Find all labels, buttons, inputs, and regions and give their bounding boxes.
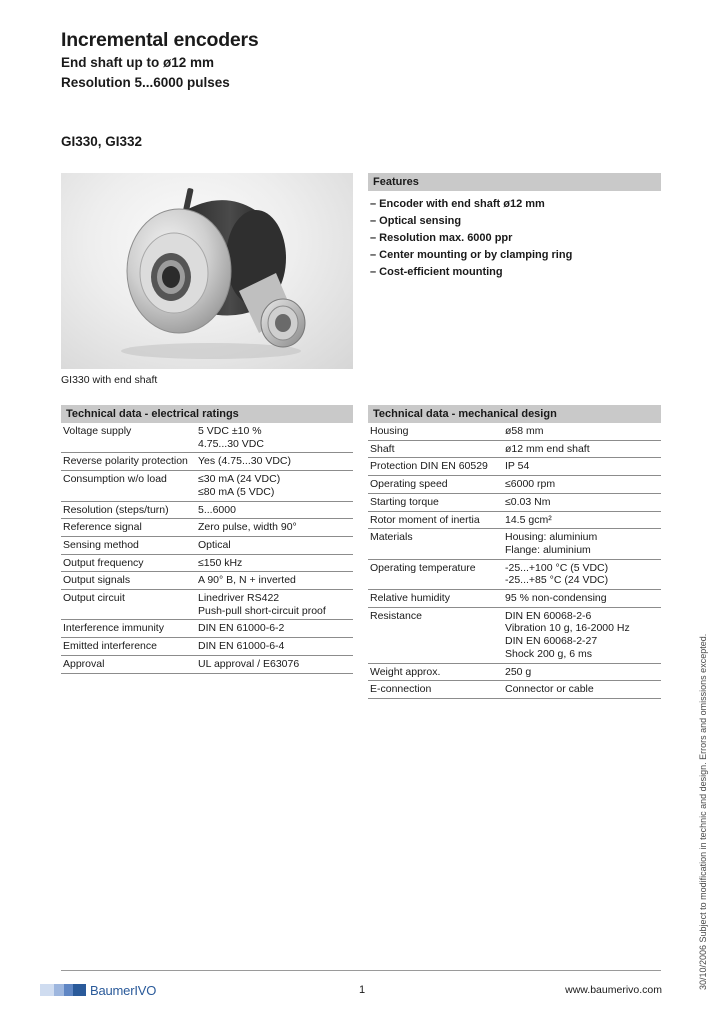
website-link[interactable]: www.baumerivo.com — [565, 984, 662, 996]
spec-value — [503, 529, 661, 559]
spec-value-line: ø12 mm end shaft — [505, 442, 590, 455]
spec-row — [61, 655, 353, 673]
spec-value — [503, 681, 661, 699]
electrical-ratings-section — [61, 405, 353, 674]
spec-value — [503, 511, 661, 529]
spec-row — [61, 620, 353, 638]
spec-label: Output frequency — [61, 554, 196, 572]
feature-item: – Encoder with end shaft ø12 mm — [370, 198, 545, 210]
features-section — [368, 173, 661, 281]
spec-value-line: IP 54 — [505, 460, 530, 473]
features-heading: Features — [368, 173, 661, 191]
spec-row — [368, 529, 661, 559]
spec-value-line: DIN EN 60068-2-27 — [505, 635, 598, 648]
spec-value — [196, 501, 353, 519]
spec-row — [61, 554, 353, 572]
spec-value-line: Push-pull short-circuit proof — [198, 604, 326, 617]
encoder-illustration — [61, 173, 353, 369]
spec-value — [196, 620, 353, 638]
spec-value — [196, 655, 353, 673]
spec-label: Output signals — [61, 572, 196, 590]
spec-value — [196, 554, 353, 572]
spec-row — [61, 572, 353, 590]
spec-value — [196, 519, 353, 537]
spec-value-line: ≤0.03 Nm — [505, 495, 551, 508]
spec-row — [368, 423, 661, 440]
spec-label: Housing — [368, 423, 503, 440]
spec-row — [368, 458, 661, 476]
brand-name: BaumerIVO — [90, 982, 157, 998]
model-numbers: GI330, GI332 — [61, 134, 143, 149]
spec-value-line: 5 VDC ±10 % — [198, 425, 262, 437]
spec-label: Emitted interference — [61, 638, 196, 656]
spec-row — [368, 590, 661, 608]
spec-value-line: Optical — [198, 538, 231, 551]
spec-row — [368, 559, 661, 589]
spec-row — [61, 471, 353, 501]
spec-value-line: ≤6000 rpm — [505, 478, 556, 491]
feature-item: – Optical sensing — [370, 215, 462, 227]
spec-row — [61, 501, 353, 519]
spec-label: E-connection — [368, 681, 503, 699]
brand-logo — [40, 983, 156, 997]
spec-value-line: DIN EN 60068-2-6 — [505, 609, 592, 622]
spec-value — [196, 471, 353, 501]
spec-value-line: -25...+100 °C (5 VDC) — [505, 561, 609, 574]
spec-value-line: -25...+85 °C (24 VDC) — [505, 574, 609, 587]
spec-value-line: Linedriver RS422 — [198, 592, 280, 605]
brand-gradient-bar — [40, 984, 86, 996]
spec-label: Sensing method — [61, 536, 196, 554]
spec-value — [503, 476, 661, 494]
spec-label: Operating speed — [368, 476, 503, 494]
spec-value-line: Yes (4.75...30 VDC) — [198, 455, 291, 468]
subtitle-shaft: End shaft up to ø12 mm — [61, 55, 215, 70]
spec-label: Relative humidity — [368, 590, 503, 608]
spec-label: Protection DIN EN 60529 — [368, 458, 503, 476]
mechanical-table — [368, 423, 661, 699]
spec-label: Operating temperature — [368, 559, 503, 589]
spec-label: Resistance — [368, 607, 503, 663]
spec-row — [368, 493, 661, 511]
feature-item: – Cost-efficient mounting — [370, 266, 503, 278]
spec-value-line: Vibration 10 g, 16-2000 Hz — [505, 622, 630, 635]
spec-label: Output circuit — [61, 590, 196, 620]
spec-value — [503, 440, 661, 458]
spec-value-line: 5...6000 — [198, 503, 236, 516]
spec-value — [503, 423, 661, 440]
spec-value-line: Flange: aluminium — [505, 543, 591, 556]
subtitle-resolution: Resolution 5...6000 pulses — [61, 75, 230, 90]
spec-value-line: ø58 mm — [505, 425, 544, 437]
spec-row — [61, 453, 353, 471]
spec-label: Voltage supply — [61, 423, 196, 453]
spec-value — [503, 590, 661, 608]
spec-value — [503, 607, 661, 663]
spec-value-line: UL approval / E63076 — [198, 657, 300, 670]
spec-value — [196, 638, 353, 656]
spec-row — [368, 663, 661, 681]
spec-label: Reverse polarity protection — [61, 453, 196, 471]
spec-row — [61, 423, 353, 453]
page-title: Incremental encoders — [61, 29, 259, 51]
spec-label: Shaft — [368, 440, 503, 458]
spec-value-line: ≤150 kHz — [198, 556, 243, 569]
spec-value — [503, 493, 661, 511]
spec-value-line: Connector or cable — [505, 683, 594, 696]
spec-row — [368, 607, 661, 663]
product-photo — [61, 173, 353, 369]
footer-divider — [61, 970, 661, 971]
spec-row — [61, 638, 353, 656]
spec-row — [368, 476, 661, 494]
spec-label: Rotor moment of inertia — [368, 511, 503, 529]
feature-item: – Resolution max. 6000 ppr — [370, 232, 513, 244]
spec-row — [61, 590, 353, 620]
spec-row — [368, 440, 661, 458]
spec-label: Reference signal — [61, 519, 196, 537]
spec-row — [368, 511, 661, 529]
mechanical-heading: Technical data - mechanical design — [368, 405, 661, 423]
spec-value-line: ≤80 mA (5 VDC) — [198, 485, 275, 498]
spec-label: Materials — [368, 529, 503, 559]
spec-label: Interference immunity — [61, 620, 196, 638]
spec-value — [503, 458, 661, 476]
spec-value-line: Housing: aluminium — [505, 531, 598, 544]
spec-label: Consumption w/o load — [61, 471, 196, 501]
legal-note: 30/10/2006 Subject to modification in technic and design. Errors and omissions excepted. — [698, 633, 708, 990]
feature-item: – Center mounting or by clamping ring — [370, 249, 573, 261]
spec-value — [196, 536, 353, 554]
page-number: 1 — [359, 984, 366, 996]
electrical-table — [61, 423, 353, 674]
spec-value-line: DIN EN 61000-6-4 — [198, 640, 285, 653]
spec-value-line: ≤30 mA (24 VDC) — [198, 473, 281, 486]
spec-value — [503, 559, 661, 589]
spec-value-line: 95 % non-condensing — [505, 592, 607, 605]
spec-value — [503, 663, 661, 681]
spec-value-line: 250 g — [505, 665, 532, 678]
spec-value-line: DIN EN 61000-6-2 — [198, 622, 285, 635]
spec-value-line: 14.5 gcm² — [505, 513, 552, 526]
spec-value-line: 4.75...30 VDC — [198, 437, 264, 450]
electrical-heading: Technical data - electrical ratings — [61, 405, 353, 423]
spec-value-line: Shock 200 g, 6 ms — [505, 647, 592, 660]
features-list — [368, 196, 661, 281]
spec-value — [196, 590, 353, 620]
spec-label: Approval — [61, 655, 196, 673]
spec-row — [61, 519, 353, 537]
spec-value-line: A 90° B, N + inverted — [198, 574, 296, 587]
spec-value — [196, 453, 353, 471]
mechanical-design-section — [368, 405, 661, 699]
spec-value — [196, 572, 353, 590]
photo-caption: GI330 with end shaft — [61, 374, 158, 386]
spec-value — [196, 423, 353, 453]
spec-label: Starting torque — [368, 493, 503, 511]
spec-label: Weight approx. — [368, 663, 503, 681]
spec-row — [61, 536, 353, 554]
spec-label: Resolution (steps/turn) — [61, 501, 196, 519]
spec-value-line: Zero pulse, width 90° — [198, 521, 297, 534]
spec-row — [368, 681, 661, 699]
